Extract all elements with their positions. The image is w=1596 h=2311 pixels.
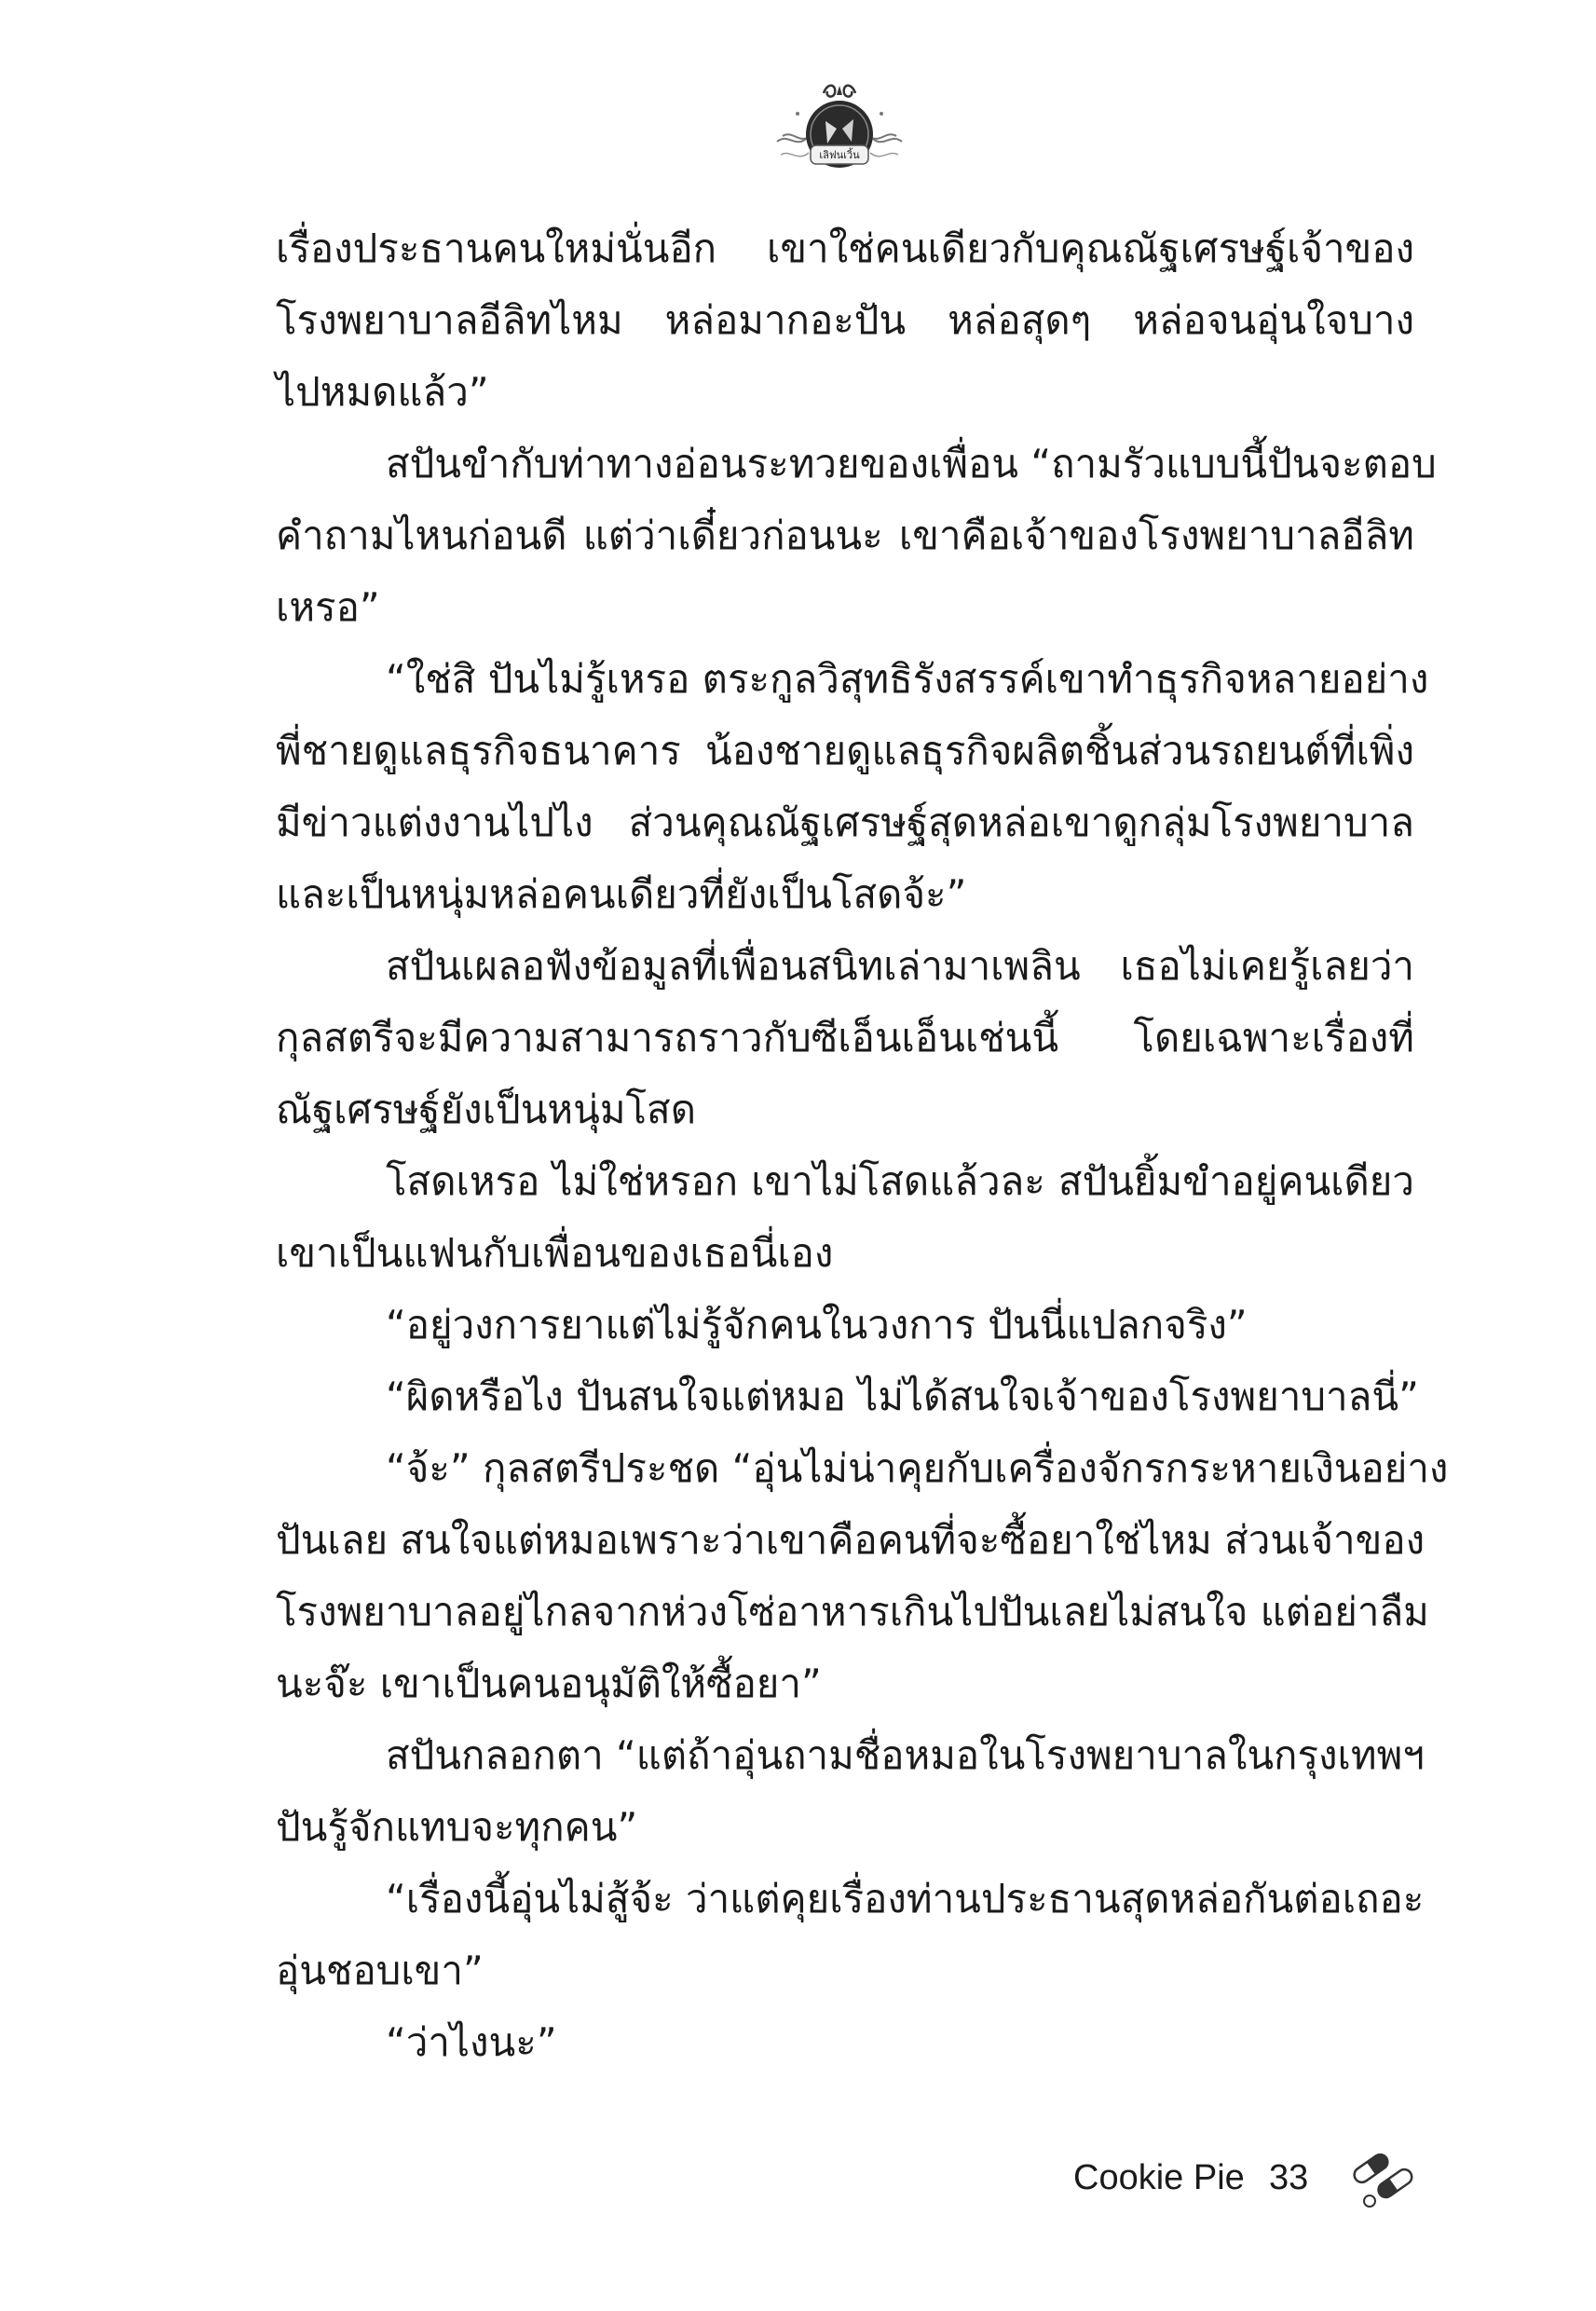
text-line: เขาเป็นแฟนกับเพื่อนของเธอนี่เอง [276, 1230, 834, 1276]
text-line: โรงพยาบาลอยู่ไกลจากห่วงโซ่อาหารเกินไปปันเลยไม่สนใจ แต่อย่าลืม [276, 1589, 1429, 1634]
text-line: สปันขำกับท่าทางอ่อนระทวยของเพื่อน “ถามรัวแบบนี้ปันจะตอบ [386, 441, 1437, 486]
text-line: คำถามไหนก่อนดี แต่ว่าเดี๋ยวก่อนนะ เขาคือเจ้าของโรงพยาบาลอีลิท [276, 513, 1414, 558]
text-line: ไปหมดแล้ว” [276, 369, 489, 415]
text-line: สปันกลอกตา “แต่ถ้าอุ่นถามชื่อหมอในโรงพยาบาลในกรุงเทพฯ [386, 1732, 1425, 1778]
text-line: พี่ชายดูแลธุรกิจธนาคาร น้องชายดูแลธุรกิจผลิตชิ้นส่วนรถยนต์ที่เพิ่ง [276, 728, 1414, 773]
text-line: เรื่องประธานคนใหม่นั่นอีก เขาใช่คนเดียวกับคุณณัฐเศรษฐ์เจ้าของ [276, 226, 1414, 271]
book-title: Cookie Pie [1073, 2158, 1245, 2197]
text-line: “จ้ะ” กุลสตรีประชด “อุ่นไม่น่าคุยกับเครื่องจักรกระหายเงินอย่าง [386, 1445, 1449, 1491]
text-line: สปันเผลอฟังข้อมูลที่เพื่อนสนิทเล่ามาเพลิน เธอไม่เคยรู้เลยว่า [386, 943, 1414, 989]
ornament-logo-icon [770, 76, 909, 179]
text-line: และเป็นหนุ่มหล่อคนเดียวที่ยังเป็นโสดจ้ะ” [276, 871, 967, 917]
body-text [276, 212, 1449, 2078]
logo-text: เลิฟนเวิ้น [819, 149, 860, 161]
text-line: กุลสตรีจะมีความสามารถราวกับซีเอ็นเอ็นเช่นนี้ โดยเฉพาะเรื่องที่ [276, 1015, 1414, 1060]
pills-icon [1351, 2140, 1425, 2214]
header-logo [770, 76, 909, 179]
text-line: มีข่าวแต่งงานไปไง ส่วนคุณณัฐเศรษฐ์สุดหล่อเขาดูกลุ่มโรงพยาบาล [276, 800, 1414, 845]
text-line: “อยู่วงการยาแต่ไม่รู้จักคนในวงการ ปันนี่แปลกจริง” [386, 1302, 1248, 1347]
text-line: โรงพยาบาลอีลิทไหม หล่อมากอะปัน หล่อสุดๆ หล่อจนอุ่นใจบาง [276, 297, 1414, 343]
text-line: ปันเลย สนใจแต่หมอเพราะว่าเขาคือคนที่จะซื้อยาใช่ไหม ส่วนเจ้าของ [276, 1517, 1425, 1563]
text-line: นะจ๊ะ เขาเป็นคนอนุมัติให้ซื้อยา” [276, 1661, 822, 1706]
text-line: อุ่นชอบเขา” [276, 1948, 484, 1993]
page-footer [1062, 2134, 1435, 2227]
text-line: “ว่าไงนะ” [386, 2019, 557, 2065]
text-line: “เรื่องนี้อุ่นไม่สู้จ้ะ ว่าแต่คุยเรื่องท่านประธานสุดหล่อกันต่อเถอะ [386, 1876, 1425, 1921]
text-line: ปันรู้จักแทบจะทุกคน” [276, 1804, 638, 1850]
text-line: เหรอ” [276, 584, 380, 630]
text-line: “ผิดหรือไง ปันสนใจแต่หมอ ไม่ได้สนใจเจ้าของโรงพยาบาลนี่” [386, 1374, 1419, 1419]
page-number: 33 [1269, 2158, 1309, 2197]
text-line: “ใช่สิ ปันไม่รู้เหรอ ตระกูลวิสุทธิรังสรรค์เขาทำธุรกิจหลายอย่าง [386, 656, 1429, 702]
text-line: ณัฐเศรษฐ์ยังเป็นหนุ่มโสด [276, 1087, 696, 1132]
text-line: โสดเหรอ ไม่ใช่หรอก เขาไม่โสดแล้วละ สปันยิ้มขำอยู่คนเดียว [386, 1158, 1414, 1204]
